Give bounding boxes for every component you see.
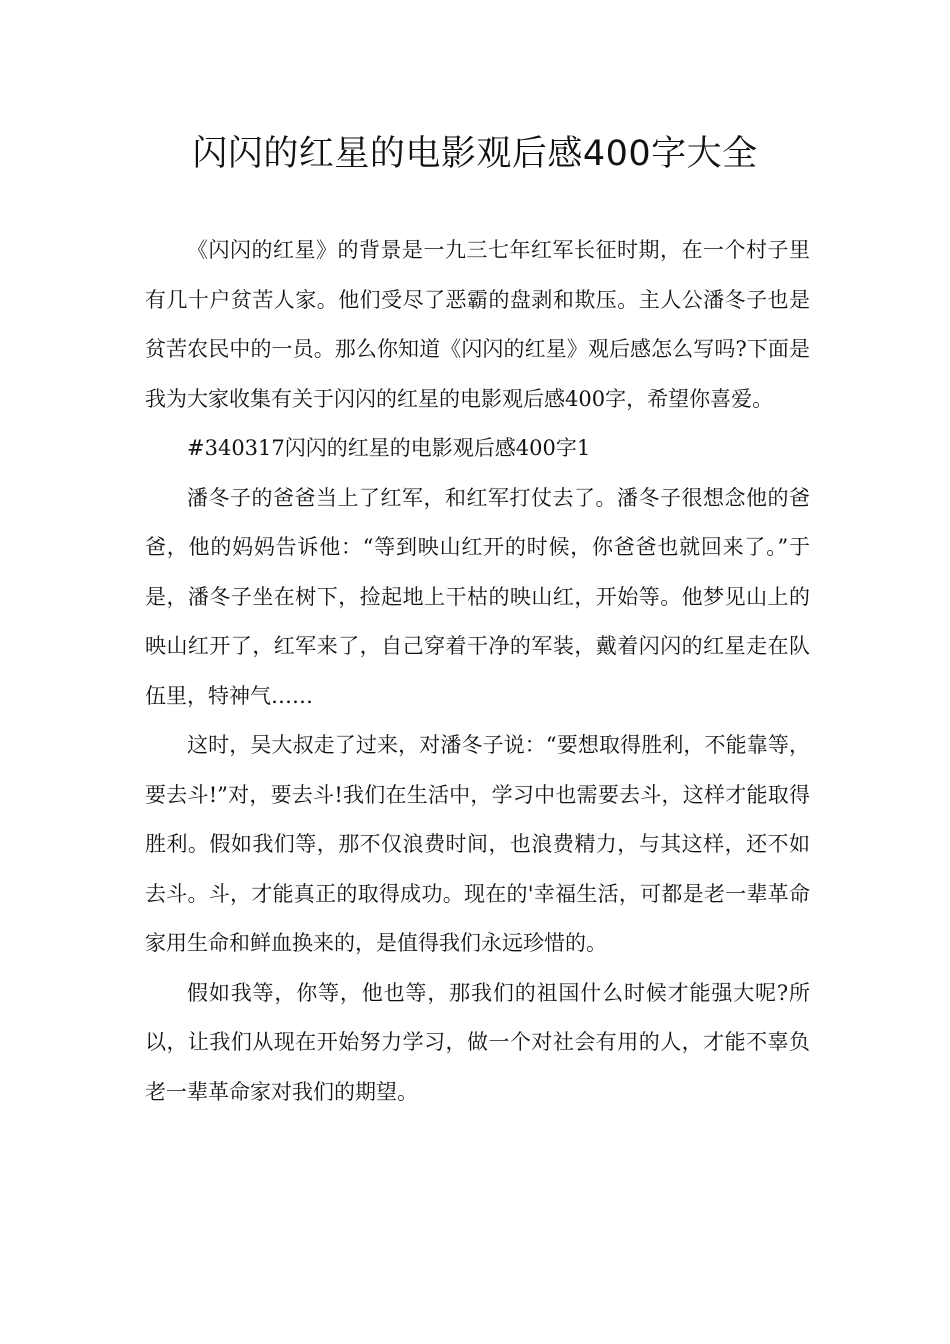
paragraph: 假如我等，你等，他也等，那我们的祖国什么时候才能强大呢?所以，让我们从现在开始努力学习，做一个对社会有用的人，才能不辜负老一辈革命家对我们的期望。 — [145, 980, 810, 1104]
section-heading: #340317闪闪的红星的电影观后感400字1 — [187, 436, 591, 460]
paragraph: 这时，吴大叔走了过来，对潘冬子说：“要想取得胜利，不能靠等，要去斗!”对，要去斗!我们在生活中，学习中也需要去斗，这样才能取得胜利。假如我们等，那不仅浪费时间，也浪费精力，与其这样，还不如去斗。斗，才能真正的取得成功。现在的'幸福生活，可都是老一辈革命家用生命和鲜血换来的，是值得我们永远珍惜的。 — [145, 733, 810, 955]
paragraph-intro: 《闪闪的红星》的背景是一九三七年红军长征时期，在一个村子里有几十户贫苦人家。他们受尽了恶霸的盘剥和欺压。主人公潘冬子也是贫苦农民中的一员。那么你知道《闪闪的红星》观后感怎么写吗?下面是我为大家收集有关于闪闪的红星的电影观后感400字，希望你喜爱。 — [145, 238, 810, 411]
paragraph: 潘冬子的爸爸当上了红军，和红军打仗去了。潘冬子很想念他的爸爸，他的妈妈告诉他：“等到映山红开的时候，你爸爸也就回来了。”于是，潘冬子坐在树下，捡起地上干枯的映山红，开始等。他梦见山上的映山红开了，红军来了，自己穿着干净的军装，戴着闪闪的红星走在队伍里，特神气…… — [145, 485, 810, 708]
document-title: 闪闪的红星的电影观后感400字大全 — [192, 134, 758, 174]
document-body — [145, 226, 810, 1117]
